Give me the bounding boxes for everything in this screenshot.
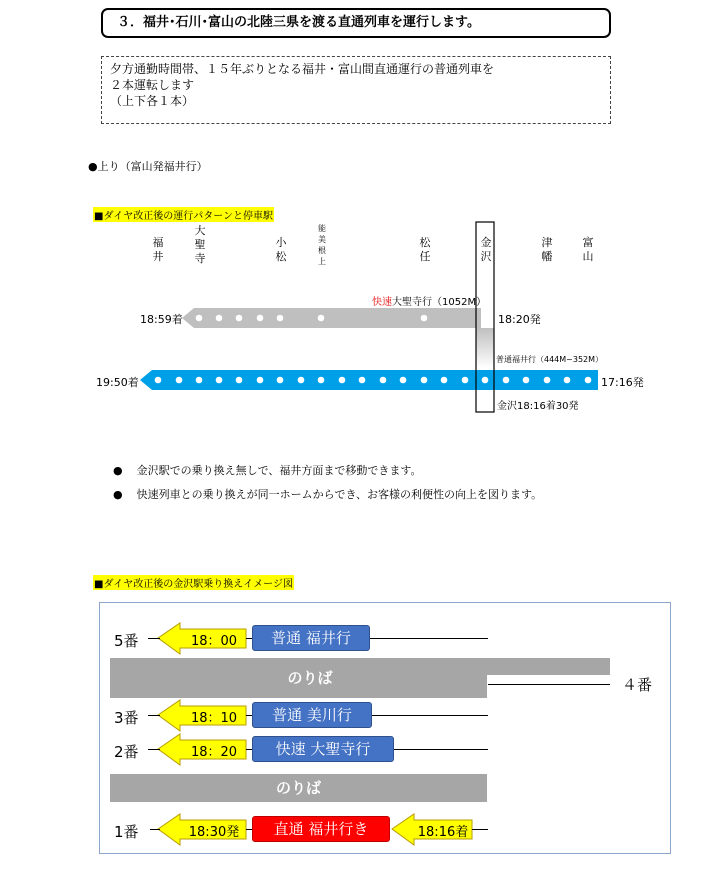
section-title: ●上り（富山発福井行） [88, 160, 208, 173]
station-tsubata: 津幡 [541, 236, 553, 263]
station-kanazawa: 金沢 [480, 236, 492, 263]
rapid-type: 快速 [372, 297, 392, 308]
track-line [148, 749, 160, 750]
track-3-time: 18：10 [190, 711, 238, 726]
track-3-train: 普通 美川行 [252, 702, 372, 728]
description-line: （上下各１本） [110, 94, 195, 108]
local-depart-time: 17:16発 [601, 376, 644, 389]
track-1-depart-time: 18:30発 [188, 825, 240, 840]
rapid-arrive-time: 18:59着 [140, 313, 183, 326]
track-1-train: 直通 福井行き [252, 816, 390, 842]
track-5-time: 18：00 [190, 634, 238, 649]
rapid-depart-time: 18:20発 [498, 313, 541, 326]
station-komatsu: 小松 [275, 236, 287, 263]
track-1-arrive-time: 18:16着 [417, 825, 469, 840]
section-header: ３．福井･石川･富山の北陸三県を渡る直通列車を運行します。 [101, 8, 611, 38]
track-2-number: 2番 [114, 743, 139, 761]
station-fukui: 福井 [152, 236, 164, 263]
track-2-time: 18：20 [190, 745, 238, 760]
bullet-text: 金沢駅での乗り換え無しで、福井方面まで移動できます。 [136, 464, 422, 477]
track-line [488, 684, 610, 685]
track-line [150, 829, 160, 830]
transfer-label: ■ダイヤ改正後の金沢駅乗り換えイメージ図 [93, 575, 294, 590]
local-train-label: 普通福井行（444M~352M） [496, 355, 604, 364]
track-line [472, 829, 488, 830]
track-line [148, 638, 160, 639]
track-line [148, 715, 160, 716]
track-line [394, 749, 488, 750]
bullet-text: 快速列車との乗り換えが同一ホームからでき、お客様の利便性の向上を図ります。 [136, 488, 543, 501]
platform-upper-label: のりば [287, 669, 333, 687]
bullet-item: ● 快速列車との乗り換えが同一ホームからでき、お客様の利便性の向上を図ります。 [113, 488, 543, 501]
track-line [372, 715, 488, 716]
station-daishoji: 大聖寺 [194, 224, 206, 265]
diagram-label: ■ダイヤ改正後の運行パターンと停車駅 [93, 207, 274, 222]
station-toyama: 富山 [582, 236, 594, 263]
rapid-name: 大聖寺行（1052M） [392, 297, 487, 308]
station-matto: 松任 [419, 236, 431, 263]
kanazawa-stop-time: 金沢18:16着30発 [497, 401, 579, 412]
track-5-number: 5番 [114, 632, 139, 650]
bullet-item: ● 金沢駅での乗り換え無しで、福井方面まで移動できます。 [113, 464, 422, 477]
track-3-number: 3番 [114, 709, 139, 727]
description-line: ２本運転します [110, 78, 195, 92]
local-arrive-time: 19:50着 [96, 376, 139, 389]
track-5-train: 普通 福井行 [252, 625, 370, 651]
track-1-number: 1番 [114, 823, 139, 841]
track-2-train: 快速 大聖寺行 [252, 736, 394, 762]
station-nomineagari: 能美根上 [318, 224, 326, 266]
track-4-number: ４番 [622, 676, 653, 694]
description-line: 夕方通勤時間帯、１５年ぶりとなる福井・富山間直通運行の普通列車を [110, 62, 495, 76]
track-line [370, 638, 488, 639]
platform-lower: のりば [110, 774, 487, 802]
